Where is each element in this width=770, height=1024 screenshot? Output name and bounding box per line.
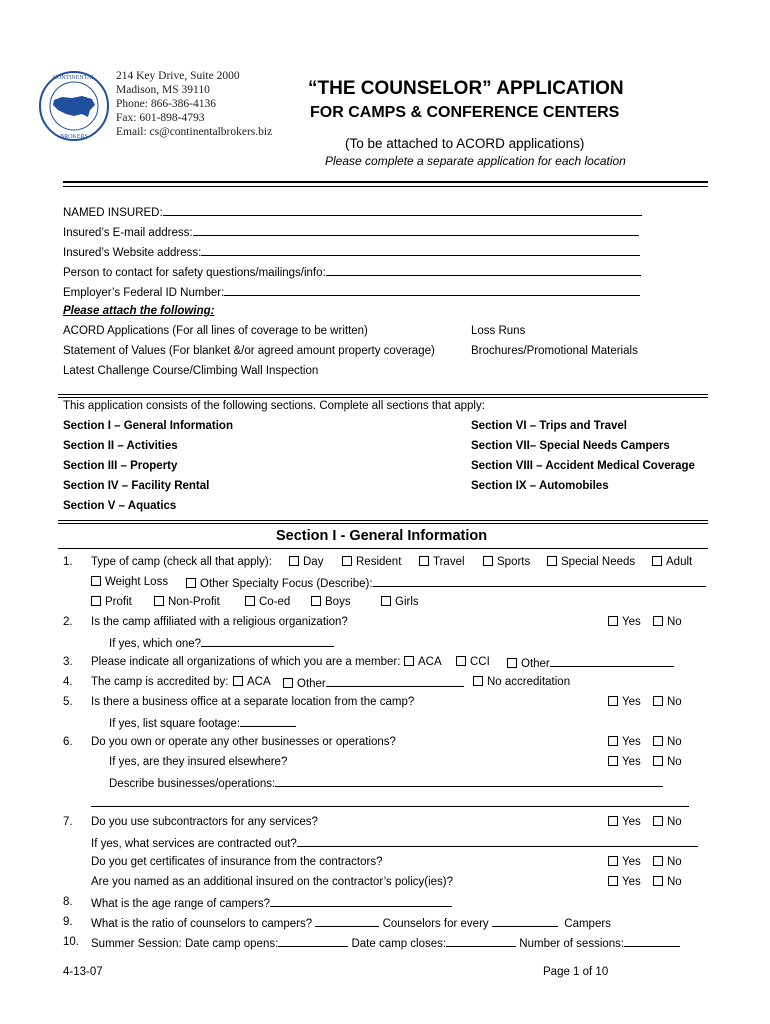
option-label: Weight Loss	[105, 576, 169, 588]
question-text: The camp is accredited by:	[91, 676, 229, 688]
yes-checkbox[interactable]	[608, 816, 641, 828]
checkbox-icon	[91, 576, 101, 586]
svg-text:BROKERS: BROKERS	[60, 134, 88, 140]
question-subtext: Are you named as an additional insured on the contractor’s policy(ies)?	[91, 876, 454, 888]
yes-checkbox[interactable]	[608, 736, 641, 748]
no-checkbox[interactable]	[653, 756, 682, 768]
attach-note: (To be attached to ACORD applications)	[345, 136, 585, 151]
divider	[58, 397, 708, 398]
checkbox-no-accreditation[interactable]	[473, 676, 570, 688]
question-number: 4.	[63, 676, 73, 688]
option-label: No	[667, 876, 682, 888]
checkbox-icon	[608, 856, 618, 866]
fein-field[interactable]	[63, 285, 640, 299]
checkbox-icon	[653, 696, 663, 706]
checkbox-icon	[154, 596, 164, 606]
fax-line: Fax: 601-898-4793	[116, 112, 205, 124]
no-checkbox[interactable]	[653, 736, 682, 748]
field-label: Employer’s Federal ID Number:	[63, 287, 225, 299]
section-divider	[58, 548, 708, 549]
section-divider	[58, 520, 708, 521]
option-label: Resident	[356, 556, 402, 568]
question-number: 9.	[63, 916, 73, 928]
option-label: Yes	[622, 736, 641, 748]
question-number: 5.	[63, 696, 73, 708]
checkbox-other-org[interactable]	[507, 656, 674, 670]
option-label: No	[667, 736, 682, 748]
sections-intro: This application consists of the following sections. Complete all sections that apply:	[63, 400, 485, 412]
page-subtitle: FOR CAMPS & CONFERENCE CENTERS	[310, 104, 620, 121]
checkbox-co-ed[interactable]	[245, 596, 290, 608]
field-label: Insured’s Website address:	[63, 247, 202, 259]
checkbox-other-specialty[interactable]	[186, 576, 706, 590]
section-link: Section IX – Automobiles	[471, 480, 609, 492]
checkbox-accredited-aca[interactable]	[233, 676, 271, 688]
phone-line: Phone: 866-386-4136	[116, 98, 216, 110]
option-label: Other	[297, 678, 326, 690]
field-label: Describe businesses/operations:	[109, 778, 276, 790]
option-label: Yes	[622, 616, 641, 628]
option-label: Yes	[622, 876, 641, 888]
checkbox-aca[interactable]	[404, 656, 442, 668]
option-label: Non-Profit	[168, 596, 220, 608]
website-field[interactable]	[63, 245, 640, 259]
checkbox-icon	[289, 556, 299, 566]
checkbox-icon	[653, 616, 663, 626]
checkbox-cci[interactable]	[456, 656, 490, 668]
section-link: Section VI – Trips and Travel	[471, 420, 627, 432]
checkbox-icon	[653, 856, 663, 866]
question-text: Is the camp affiliated with a religious organization?	[91, 616, 348, 628]
attach-item: Loss Runs	[471, 325, 526, 337]
question-number: 8.	[63, 896, 73, 908]
checkbox-icon	[473, 676, 483, 686]
checkbox-icon	[608, 816, 618, 826]
option-label: Co-ed	[259, 596, 291, 608]
section-link: Section VIII – Accident Medical Coverage	[471, 460, 695, 472]
address-line: 214 Key Drive, Suite 2000	[116, 70, 240, 82]
company-logo	[38, 70, 110, 142]
option-label: ACA	[247, 676, 271, 688]
email-field[interactable]	[63, 225, 639, 239]
checkbox-icon	[608, 756, 618, 766]
logo-lettering: CONTINENTAL	[53, 75, 95, 81]
section-heading: Section I - General Information	[276, 528, 488, 544]
attach-item: Statement of Values (For blanket &/or agreed amount property coverage)	[63, 345, 435, 357]
option-label: No accreditation	[487, 676, 571, 688]
option-label: Yes	[622, 856, 641, 868]
ratio-field[interactable]	[91, 916, 611, 930]
attach-item: ACORD Applications (For all lines of coverage to be written)	[63, 325, 368, 337]
question-text: Do you use subcontractors for any services?	[91, 816, 318, 828]
option-label: No	[667, 816, 682, 828]
option-label: Travel	[433, 556, 465, 568]
question-number: 7.	[63, 816, 73, 828]
checkbox-icon	[653, 736, 663, 746]
question-text: Type of camp (check all that apply):	[91, 556, 272, 568]
field-label: If yes, what services are contracted out?	[91, 838, 297, 850]
checkbox-boys[interactable]	[311, 596, 351, 608]
location-note: Please complete a separate application for each location	[325, 154, 626, 168]
field-label: Date camp closes:	[351, 938, 447, 950]
no-checkbox[interactable]	[653, 856, 682, 868]
checkbox-icon	[483, 556, 493, 566]
page-number: Page 1 of 10	[543, 966, 609, 978]
square-footage-field[interactable]	[109, 716, 296, 730]
checkbox-adult[interactable]	[652, 556, 692, 568]
question-text: Please indicate all organizations of which you are a member:	[91, 656, 401, 668]
option-label: Boys	[325, 596, 351, 608]
yes-checkbox[interactable]	[608, 856, 641, 868]
attach-item: Brochures/Promotional Materials	[471, 345, 638, 357]
option-label: No	[667, 616, 682, 628]
option-label: Yes	[622, 816, 641, 828]
footer-date: 4-13-07	[63, 966, 103, 978]
question-number: 6.	[63, 736, 73, 748]
no-checkbox[interactable]	[653, 876, 682, 888]
option-label: Adult	[666, 556, 693, 568]
checkbox-icon	[342, 556, 352, 566]
section-link: Section II – Activities	[63, 440, 178, 452]
option-label: Sports	[497, 556, 531, 568]
section-link: Section IV – Facility Rental	[63, 480, 210, 492]
checkbox-icon	[91, 596, 101, 606]
checkbox-icon	[419, 556, 429, 566]
question-number: 10.	[63, 936, 79, 948]
section-link: Section I – General Information	[63, 420, 233, 432]
checkbox-weight-loss[interactable]	[91, 576, 168, 588]
checkbox-non-profit[interactable]	[154, 596, 220, 608]
question-number: 2.	[63, 616, 73, 628]
question-text: Is there a business office at a separate location from the camp?	[91, 696, 415, 708]
checkbox-icon	[608, 696, 618, 706]
age-range-field[interactable]	[91, 896, 452, 910]
checkbox-icon	[283, 678, 293, 688]
yes-checkbox[interactable]	[608, 616, 641, 628]
address-line: Madison, MS 39110	[116, 84, 210, 96]
field-label: NAMED INSURED:	[63, 207, 163, 219]
named-insured-field[interactable]	[63, 205, 642, 219]
checkbox-resident[interactable]	[342, 556, 401, 568]
contracted-services-field[interactable]	[91, 836, 698, 850]
checkbox-icon	[608, 616, 618, 626]
checkbox-profit[interactable]	[91, 596, 132, 608]
checkbox-icon	[547, 556, 557, 566]
question-text: Do you own or operate any other businesses or operations?	[91, 736, 396, 748]
checkbox-icon	[233, 676, 243, 686]
religious-org-field[interactable]	[109, 636, 334, 650]
option-label: Special Needs	[561, 556, 636, 568]
checkbox-icon	[653, 756, 663, 766]
checkbox-icon	[652, 556, 662, 566]
safety-contact-field[interactable]	[63, 265, 641, 279]
yes-checkbox[interactable]	[608, 756, 641, 768]
checkbox-icon	[653, 876, 663, 886]
checkbox-special-needs[interactable]	[547, 556, 635, 568]
field-label: Person to contact for safety questions/mailings/info:	[63, 267, 326, 279]
option-label: Yes	[622, 696, 641, 708]
option-label: No	[667, 696, 682, 708]
section-link: Section V – Aquatics	[63, 500, 177, 512]
checkbox-icon	[311, 596, 321, 606]
field-label: Campers	[564, 918, 611, 930]
checkbox-icon	[245, 596, 255, 606]
section-link: Section VII– Special Needs Campers	[471, 440, 670, 452]
divider	[58, 394, 708, 395]
question-text: Summer Session: Date camp opens:	[91, 938, 279, 950]
field-label: If yes, which one?	[109, 638, 202, 650]
option-label: Girls	[395, 596, 419, 608]
question-subtext: If yes, are they insured elsewhere?	[109, 756, 288, 768]
no-checkbox[interactable]	[653, 696, 682, 708]
option-label: Profit	[105, 596, 132, 608]
question-text: What is the ratio of counselors to campers?	[91, 918, 313, 930]
no-checkbox[interactable]	[653, 616, 682, 628]
checkbox-icon	[381, 596, 391, 606]
option-label: Day	[303, 556, 324, 568]
checkbox-icon	[507, 658, 517, 668]
option-label: ACA	[418, 656, 442, 668]
option-label: Yes	[622, 756, 641, 768]
option-label: CCI	[470, 656, 490, 668]
checkbox-icon	[653, 816, 663, 826]
question-number: 3.	[63, 656, 73, 668]
question-text: What is the age range of campers?	[91, 898, 270, 910]
option-label: Other Specialty Focus (Describe):	[200, 578, 373, 590]
field-label: If yes, list square footage:	[109, 718, 241, 730]
question-subtext: Do you get certificates of insurance from the contractors?	[91, 856, 383, 868]
header-divider	[63, 181, 708, 183]
email-line: Email: cs@continentalbrokers.biz	[116, 126, 273, 138]
attach-heading: Please attach the following:	[63, 305, 215, 317]
section-divider	[58, 523, 708, 524]
header-divider	[63, 186, 708, 187]
checkbox-icon	[456, 656, 466, 666]
checkbox-icon	[608, 876, 618, 886]
checkbox-accredited-other[interactable]	[283, 676, 464, 690]
checkbox-icon	[186, 578, 196, 588]
checkbox-sports[interactable]	[483, 556, 530, 568]
checkbox-girls[interactable]	[381, 596, 419, 608]
answer-line[interactable]	[91, 806, 689, 807]
no-checkbox[interactable]	[653, 816, 682, 828]
company-address	[116, 69, 272, 139]
yes-checkbox[interactable]	[608, 696, 641, 708]
option-label: No	[667, 756, 682, 768]
option-label: Other	[521, 658, 550, 670]
option-label: No	[667, 856, 682, 868]
attach-item: Latest Challenge Course/Climbing Wall Inspection	[63, 365, 319, 377]
describe-businesses-field[interactable]	[109, 776, 663, 790]
section-link: Section III – Property	[63, 460, 178, 472]
page-title: “THE COUNSELOR” APPLICATION	[308, 78, 624, 99]
yes-checkbox[interactable]	[608, 876, 641, 888]
field-label: Insured’s E-mail address:	[63, 227, 193, 239]
checkbox-travel[interactable]	[419, 556, 465, 568]
checkbox-day[interactable]	[289, 556, 323, 568]
field-label: Counselors for every	[382, 918, 489, 930]
session-dates-field[interactable]	[91, 936, 680, 950]
field-label: Number of sessions:	[519, 938, 625, 950]
checkbox-icon	[608, 736, 618, 746]
question-number: 1.	[63, 556, 73, 568]
checkbox-icon	[404, 656, 414, 666]
